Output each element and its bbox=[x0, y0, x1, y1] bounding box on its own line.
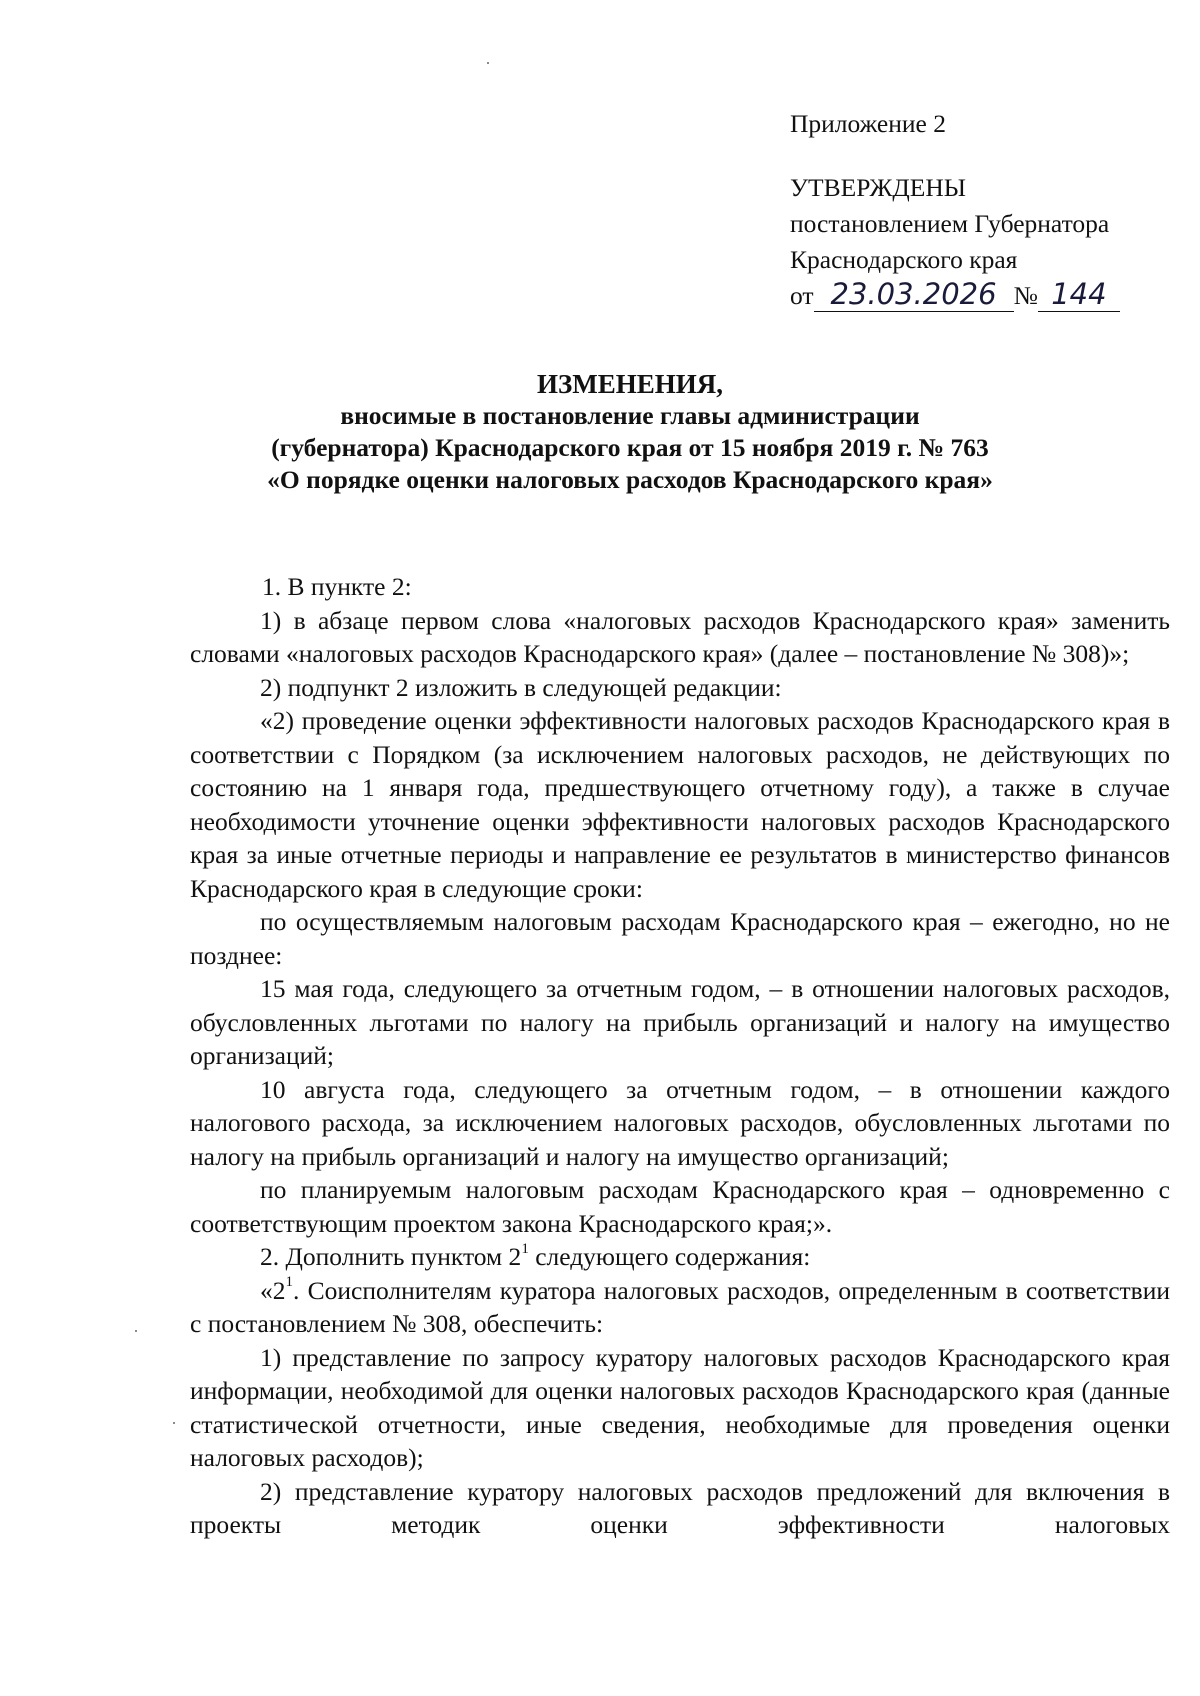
document-title bbox=[175, 368, 1085, 496]
title-line-3: (губернатора) Краснодарского края от 15 ноября 2019 г. № 763 bbox=[271, 433, 989, 462]
paragraph-8: по планируемым налоговым расходам Краснодарского края – одновременно с соответствующим проектом закона Краснодарского края;». bbox=[190, 1175, 1170, 1238]
appendix-block bbox=[790, 106, 1170, 142]
paragraph-4: «2) проведение оценки эффективности налоговых расходов Краснодарского края в соответствии с Порядком (за исключением налоговых расходов, не действующих по состоянию на 1 января года, предшествующего отчетному году), а также в случае необходимости уточнение оценки эффективности налоговых расходов Краснодарского края за иные отчетные периоды и направление ее результатов в министерство финансов Краснодарского края в следующие сроки: bbox=[190, 706, 1170, 903]
paragraph-10 bbox=[190, 1274, 1170, 1341]
approval-heading: УТВЕРЖДЕНЫ bbox=[790, 173, 966, 202]
approval-line-2: Краснодарского края bbox=[790, 245, 1018, 274]
signed-date-field bbox=[814, 279, 1014, 312]
paragraph-3: 2) подпункт 2 изложить в следующей редакции: bbox=[260, 672, 782, 702]
number-label: № bbox=[1013, 281, 1038, 310]
paragraph-2: 1) в абзаце первом слова «налоговых расходов Краснодарского края» заменить словами «налоговых расходов Краснодарского края» (далее – постановление № 308)»; bbox=[190, 605, 1170, 668]
document-body bbox=[190, 570, 1170, 1542]
paragraph-5: по осуществляемым налоговым расходам Краснодарского края – ежегодно, но не позднее: bbox=[190, 907, 1170, 970]
paragraph-9-text: 2. Дополнить пунктом 2 bbox=[260, 1242, 522, 1271]
signed-number-field bbox=[1038, 279, 1120, 312]
paragraph-9-superscript: 1 bbox=[521, 1240, 529, 1257]
date-from-label: от bbox=[790, 281, 814, 310]
paragraph-10-superscript: 1 bbox=[285, 1274, 293, 1290]
signed-date: 23.03.2026 bbox=[830, 277, 997, 311]
scan-speck bbox=[173, 1422, 175, 1424]
scan-speck bbox=[135, 1330, 137, 1332]
title-line-1: ИЗМЕНЕНИЯ, bbox=[536, 369, 723, 399]
signed-number: 144 bbox=[1051, 277, 1107, 311]
scan-speck bbox=[487, 62, 489, 64]
paragraph-9-text-end: следующего содержания: bbox=[528, 1242, 811, 1271]
approval-stamp bbox=[790, 170, 1170, 314]
approval-date-line bbox=[790, 278, 1170, 314]
paragraph-10-text: «2 bbox=[260, 1275, 286, 1305]
paragraph-11: 1) представление по запросу куратору налоговых расходов Краснодарского края информации, необходимой для оценки налоговых расходов Краснодарского края (данные статистической отчетности, иные сведения, необходимые для проведения оценки налоговых расходов); bbox=[190, 1342, 1170, 1472]
paragraph-10-text-end: . Соисполнителям куратора налоговых расходов, определенным в соответствии с постановлением № 308, обеспечить: bbox=[190, 1275, 1170, 1338]
title-line-2: вносимые в постановление главы администрации bbox=[340, 401, 920, 430]
appendix-label: Приложение 2 bbox=[790, 109, 946, 138]
approval-line-1: постановлением Губернатора bbox=[790, 209, 1110, 238]
paragraph-12: 2) представление куратору налоговых расходов предложений для включения в проекты методик оценки эффективности налоговых bbox=[190, 1476, 1170, 1539]
paragraph-1: 1. В пункте 2: bbox=[262, 572, 412, 601]
paragraph-7: 10 августа года, следующего за отчетным годом, – в отношении каждого налогового расхода, за исключением налоговых расходов, обусловленных льготами по налогу на прибыль организаций и налогу на имущество организаций; bbox=[190, 1074, 1170, 1171]
title-line-4: «О порядке оценки налоговых расходов Краснодарского края» bbox=[267, 465, 993, 494]
paragraph-6: 15 мая года, следующего за отчетным годом, – в отношении налоговых расходов, обусловленных льготами по налогу на прибыль организаций и налогу на имущество организаций; bbox=[190, 974, 1170, 1070]
paragraph-9 bbox=[190, 1240, 1170, 1274]
